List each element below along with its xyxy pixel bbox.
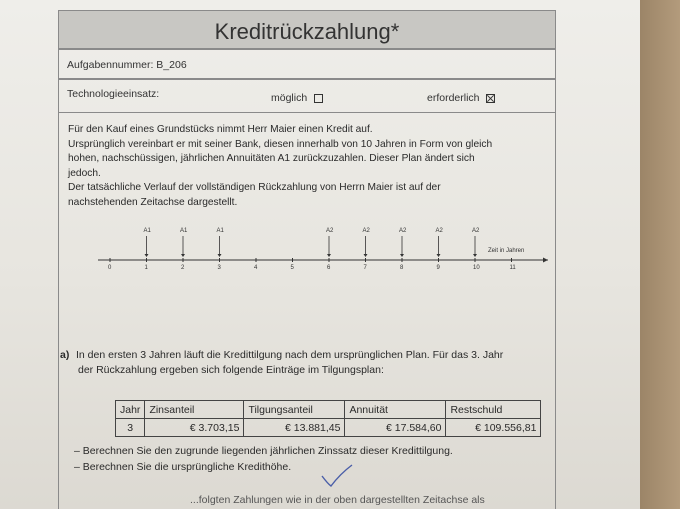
- table-header: Jahr: [116, 401, 145, 419]
- technology-possible-label: möglich: [271, 92, 308, 104]
- tick-label: 1: [144, 265, 148, 271]
- payment-label: A1: [216, 228, 224, 234]
- payment-arrowhead-icon: [145, 254, 149, 257]
- tick-label: 10: [473, 265, 480, 271]
- payment-arrowhead-icon: [400, 254, 404, 257]
- intro-line: Der tatsächliche Verlauf der vollständigen Rückzahlung von Herrn Maier ist auf der: [68, 182, 441, 194]
- tick-label: 3: [217, 265, 221, 271]
- payment-arrowhead-icon: [437, 254, 441, 257]
- axis-arrow-icon: [543, 258, 548, 263]
- task-bullets: [74, 444, 453, 475]
- technology-required-label: erforderlich: [427, 92, 480, 104]
- payment-label: A1: [143, 228, 151, 234]
- table-cell: € 13.881,45: [244, 419, 345, 437]
- page-title: Kreditrückzahlung*: [214, 19, 400, 44]
- question-a-label: a): [60, 349, 70, 361]
- question-a-line: der Rückzahlung ergeben sich folgende Einträge im Tilgungsplan:: [78, 364, 384, 376]
- tick-label: 4: [254, 265, 258, 271]
- intro-line: Ursprünglich vereinbart er mit seiner Bank, diesen innerhalb von 10 Jahren in Form von gleich: [68, 138, 493, 150]
- question-a-line: In den ersten 3 Jahren läuft die Kredittilgung nach dem ursprünglichen Plan. Für das 3. Jahr: [76, 349, 504, 361]
- tick-label: 5: [290, 265, 294, 271]
- intro-line: hohen, nachschüssigen, jährlichen Annuitäten A1 zurückzuzahlen. Dieser Plan ändert sich: [68, 153, 475, 165]
- payment-label: A1: [180, 228, 188, 234]
- tick-label: 9: [436, 265, 440, 271]
- tick-label: 2: [181, 265, 185, 271]
- payment-label: A2: [472, 228, 480, 234]
- table-header-row: [116, 401, 541, 419]
- payment-label: A2: [435, 228, 443, 234]
- intro-line: Für den Kauf eines Grundstücks nimmt Herr Maier einen Kredit auf.: [68, 124, 373, 135]
- tick-label: 11: [509, 265, 516, 271]
- intro-line: nachstehenden Zeitachse dargestellt.: [68, 196, 238, 208]
- task-bullet: – Berechnen Sie den zugrunde liegenden jährlichen Zinssatz dieser Kredittilgung.: [74, 445, 453, 457]
- axis-label: Zeit in Jahren: [488, 248, 525, 254]
- task-bullet: – Berechnen Sie die ursprüngliche Kredithöhe.: [74, 460, 292, 473]
- tick-label: 8: [400, 265, 404, 271]
- table-cell: 3: [116, 419, 145, 437]
- payment-arrowhead-icon: [181, 254, 185, 257]
- table-header: Zinsanteil: [145, 401, 244, 419]
- table-header: Annuität: [345, 401, 446, 419]
- table-cell: € 109.556,81: [446, 419, 541, 437]
- tick-label: 6: [327, 265, 331, 271]
- tick-label: 7: [363, 265, 367, 271]
- table-header: Restschuld: [446, 401, 541, 419]
- question-a-text: [76, 348, 556, 378]
- table-cell: € 17.584,60: [345, 419, 446, 437]
- handwritten-check-icon: [318, 462, 358, 492]
- task-number: Aufgabennummer: B_206: [67, 59, 187, 71]
- table-header: Tilgungsanteil: [244, 401, 345, 419]
- payment-arrowhead-icon: [364, 254, 368, 257]
- table-row: [116, 419, 541, 437]
- payment-label: A2: [399, 228, 407, 234]
- intro-line: jedoch.: [68, 167, 101, 179]
- cutoff-text: ...folgten Zahlungen wie in der oben dargestellten Zeitachse als: [190, 494, 485, 506]
- payment-arrowhead-icon: [327, 254, 331, 257]
- payment-label: A2: [362, 228, 370, 234]
- payment-arrowhead-icon: [218, 254, 222, 257]
- amortization-table: [115, 400, 541, 437]
- technology-label: Technologieeinsatz:: [67, 88, 160, 100]
- payment-arrowhead-icon: [473, 254, 477, 257]
- table-cell: € 3.703,15: [145, 419, 244, 437]
- payment-label: A2: [326, 228, 334, 234]
- tick-label: 0: [108, 265, 112, 271]
